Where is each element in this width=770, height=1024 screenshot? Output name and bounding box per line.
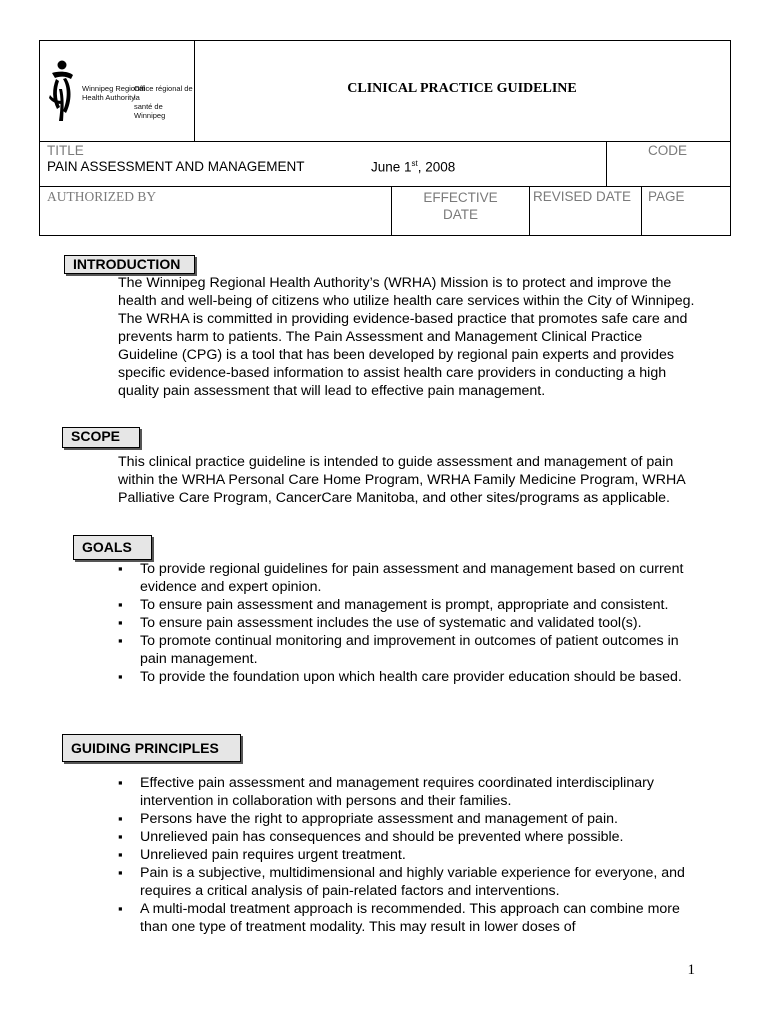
logo-en-line1: Winnipeg Regional <box>82 84 145 93</box>
authorization-divider-3 <box>641 187 642 235</box>
effective-date-label <box>392 189 529 223</box>
date-ordinal: st <box>411 159 418 168</box>
date-year: , 2008 <box>417 159 456 175</box>
effective-date-value <box>371 159 455 175</box>
document-type-cell <box>194 41 730 141</box>
introduction-heading: INTRODUCTION <box>64 255 195 274</box>
goals-list <box>118 560 703 686</box>
revised-date-label: REVISED DATE <box>533 189 632 204</box>
authorization-row <box>40 186 730 235</box>
logo-cell <box>40 41 195 141</box>
page-number: 1 <box>687 962 695 978</box>
guiding-principles-heading: GUIDING PRINCIPLES <box>62 734 241 762</box>
principle-item: ▪ Unrelieved pain has consequences and should be prevented where possible. <box>118 828 703 846</box>
title-row <box>40 141 730 187</box>
page-label: PAGE <box>648 189 685 204</box>
principle-item: ▪ Effective pain assessment and management requires coordinated interdisciplinary intervention in collaboration with persons and their families. <box>118 774 703 810</box>
logo-fr-line2: santé de Winnipeg <box>134 102 166 120</box>
authorized-by-label: AUTHORIZED BY <box>47 189 157 204</box>
title-label: TITLE <box>47 143 84 158</box>
principle-item: ▪ A multi-modal treatment approach is recommended. This approach can combine more than one type of treatment modality. This may result in lower doses of <box>118 900 703 936</box>
principle-item: ▪ Pain is a subjective, multidimensional and highly variable experience for everyone, and requires a critical analysis of pain-related factors and interventions. <box>118 864 703 900</box>
goals-heading: GOALS <box>73 535 152 560</box>
scope-text: This clinical practice guideline is intended to guide assessment and management of pain within the WRHA Personal Care Home Program, WRHA Family Medicine Program, WRHA Palliative Care Program, CancerCare Manitoba, and other sites/programs as applicable. <box>118 454 685 506</box>
goal-item: ▪ To promote continual monitoring and improvement in outcomes of patient outcomes in pain management. <box>118 632 703 668</box>
scope-heading: SCOPE <box>62 427 140 448</box>
goal-item: ▪ To ensure pain assessment and management is prompt, appropriate and consistent. <box>118 596 703 614</box>
title-value: PAIN ASSESSMENT AND MANAGEMENT <box>47 159 305 174</box>
goal-item: ▪ To provide the foundation upon which health care provider education should be based. <box>118 668 703 686</box>
goal-item: ▪ To provide regional guidelines for pain assessment and management based on current evidence and expert opinion. <box>118 560 703 596</box>
guiding-principles-list <box>118 774 703 936</box>
authorization-divider-2 <box>529 187 530 235</box>
logo-text-fr <box>134 84 194 120</box>
principle-item: ▪ Persons have the right to appropriate assessment and management of pain. <box>118 810 703 828</box>
introduction-text: The Winnipeg Regional Health Authority’s (WRHA) Mission is to protect and improve the health and well-being of citizens who utilize health care services within the City of Winnipeg. The WRHA is committed in providing evidence-based practice that promotes safe care and prevents harm to patients. The Pain Assessment and Management Clinical Practice Guideline (CPG) is a tool that has been developed by regional pain experts and provides specific evidence-based information to assist health care providers in conducting a high quality pain assessment that will lead to effective pain management. <box>118 275 695 399</box>
document-header-table <box>39 40 731 236</box>
goal-item: ▪ To ensure pain assessment includes the use of systematic and validated tool(s). <box>118 614 703 632</box>
title-row-divider <box>606 142 607 187</box>
logo-fr-line1: Office régional de la <box>134 84 193 102</box>
document-type-title: CLINICAL PRACTICE GUIDELINE <box>347 81 577 96</box>
code-label: CODE <box>648 143 688 158</box>
wrha-logo-icon <box>48 59 76 123</box>
date-day: June 1 <box>371 159 412 175</box>
logo-en-line2: Health Authority <box>82 93 135 102</box>
principle-item: ▪ Unrelieved pain requires urgent treatment. <box>118 846 703 864</box>
effective-label-line2: DATE <box>442 207 478 222</box>
effective-label-line1: EFFECTIVE <box>423 190 498 205</box>
